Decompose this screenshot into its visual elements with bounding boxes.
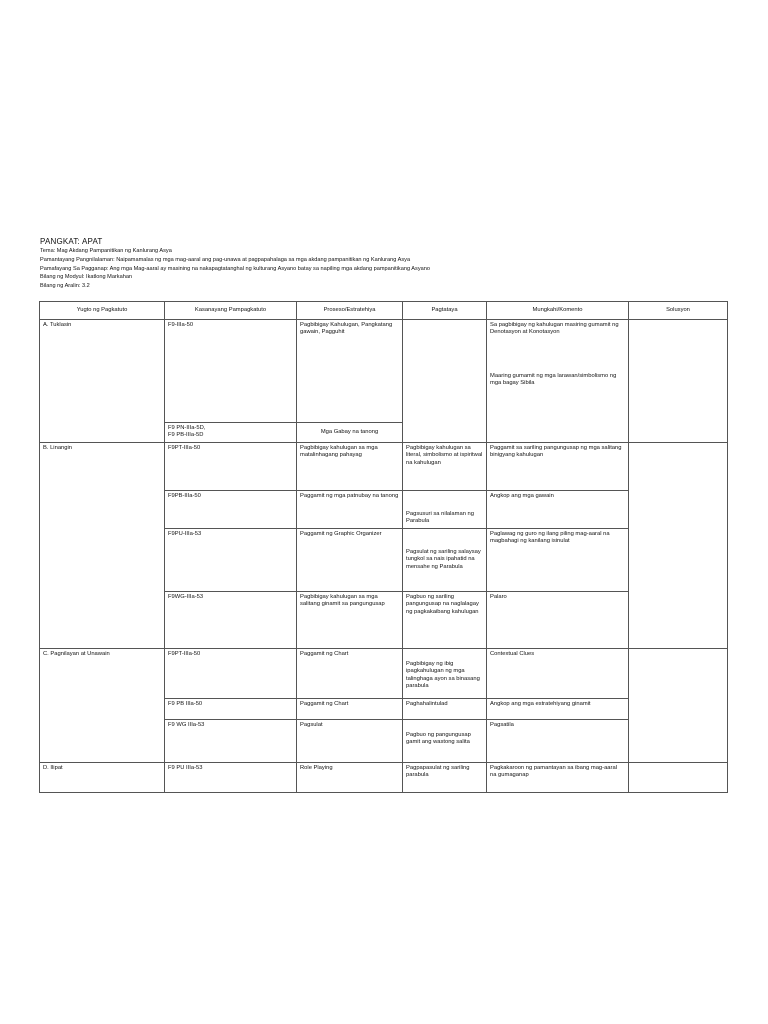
skill-cell: F9WG-IIIa-53	[165, 591, 297, 648]
solusyon-cell	[629, 648, 728, 762]
pagtataya-cell: Pagsulat ng sariling salaysay tungkol sa nais ipahatid na mensahe ng Parabula	[403, 528, 487, 591]
lesson-number-line: Bilang ng Aralin: 3.2	[40, 283, 90, 290]
pagtataya-cell: Pagbibigay kahulugan sa literal, simbolismo at ispiritwal na kahulugan	[403, 443, 487, 491]
col-header-mungkahi: Mungkahi/Komento	[487, 302, 629, 320]
stage-cell: B. Linangin	[40, 443, 165, 649]
skill-cell: F9 WG IIIa-53	[165, 719, 297, 762]
mungkahi-cell: Angkop ang mga gawain	[487, 491, 629, 529]
theme-line: Tema: Mag Akdang Pampanitikan ng Kanlurang Asya	[40, 248, 172, 254]
col-header-yugto: Yugto ng Pagkatuto	[40, 302, 165, 320]
mungkahi-cell: Contextual Clues	[487, 648, 629, 698]
mungkahi-cell: Paglawag ng guro ng ilang piling mag-aaral na magbahagi ng kanilang isinulat	[487, 528, 629, 591]
content-standard-line: Pamantayang Pangnilalaman: Naipamamalas ng mga mag-aaral ang pag-unawa at pagpapahalaga sa mga akdang pampanitikan ng Kanlurang Asya	[40, 256, 411, 263]
mungkahi-text: Maaring gumamit ng mga larawan/simbolismo ng mga bagay Sibila	[490, 372, 617, 387]
skill-cell	[165, 423, 297, 443]
skill-cell: F9PB-IIIa-50	[165, 491, 297, 529]
skill-cell: F9PT-IIIa-50	[165, 443, 297, 491]
mungkahi-cell: Pagkakaroon ng pamantayan sa ibang mag-aaral na gumaganap	[487, 762, 629, 792]
process-cell: Pagsulat	[297, 719, 403, 762]
stage-cell: C. Pagnilayan at Unawain	[40, 648, 165, 762]
document-header	[40, 237, 730, 291]
process-cell: Pagbibigay Kahulugan, Pangkatang gawain, Pagguhit	[297, 320, 403, 423]
table-row	[40, 443, 728, 491]
solusyon-cell	[629, 443, 728, 649]
process-cell: Pagbibigay kahulugan sa mga salitang ginamit sa pangungusap	[297, 591, 403, 648]
mungkahi-cell: Palaro	[487, 591, 629, 648]
skill-code: F9 PB-IIIa-5D	[168, 432, 204, 439]
table-row	[40, 320, 728, 423]
process-cell: Paggamit ng mga patnubay na tanong	[297, 491, 403, 529]
col-header-proseso: Proseso/Estratehiya	[297, 302, 403, 320]
pagtataya-cell: Pagbuo ng pangungusap gamit ang wastong salita	[403, 719, 487, 762]
performance-standard-line: Pamafayang Sa Pagganap: Ang mga Mag-aaral ay masining na nakapagtatanghal ng kulturang Asyano batay sa napiling mga akdang pampanitikang Asyano	[40, 265, 430, 272]
process-cell: Mga Gabay na tanong	[297, 423, 403, 443]
pagtataya-cell: Pagbuo ng sariling pangungusap na naglalagay ng pagkakaibang kahulugan	[403, 591, 487, 648]
skill-code: F9 PN-IIIa-5D,	[168, 425, 206, 431]
group-title: PANGKAT: APAT	[40, 237, 103, 246]
skill-cell: F9-IIIa-50	[165, 320, 297, 423]
stage-cell: A. Tuklasin	[40, 320, 165, 443]
skill-cell: F9PT-IIIa-50	[165, 648, 297, 698]
process-cell: Paggamit ng Chart	[297, 648, 403, 698]
pagtataya-cell	[403, 320, 487, 443]
pagtataya-cell: Paghahalintulad	[403, 698, 487, 719]
solusyon-cell	[629, 762, 728, 792]
col-header-kasanayan: Kasanayang Pampagkatuto	[165, 302, 297, 320]
mungkahi-cell	[487, 320, 629, 443]
pagtataya-cell: Pagpapasulat ng sariling parabula	[403, 762, 487, 792]
table-row	[40, 648, 728, 698]
skill-cell: F9PU-IIIa-53	[165, 528, 297, 591]
table-header-row	[40, 302, 728, 320]
skill-cell: F9 PU IIIa-53	[165, 762, 297, 792]
process-cell: Role Playing	[297, 762, 403, 792]
process-cell: Pagbibigay kahulugan sa mga matalinhagang pahayag	[297, 443, 403, 491]
solusyon-cell	[629, 320, 728, 443]
process-cell: Paggamit ng Graphic Organizer	[297, 528, 403, 591]
pagtataya-cell: Pagsusuri sa nilalaman ng Parabula	[403, 491, 487, 529]
stage-cell: D. Ilipat	[40, 762, 165, 792]
mungkahi-cell: Paggamit sa sariling pangungusap ng mga salitang binigyang kahulugan	[487, 443, 629, 491]
col-header-pagtataya: Pagtataya	[403, 302, 487, 320]
process-cell: Paggamit ng Chart	[297, 698, 403, 719]
lesson-plan-table	[39, 301, 728, 793]
mungkahi-cell: Pagsatila	[487, 719, 629, 762]
module-number-line: Bilang ng Modyul: Ikatlong Markahan	[40, 274, 133, 281]
table-row	[40, 762, 728, 792]
mungkahi-text: Sa pagbibigay ng kahulugan masiring gumamit ng Denotasyon at Konotasyon	[490, 322, 619, 336]
mungkahi-cell: Angkop ang mga estratehiyang ginamit	[487, 698, 629, 719]
pagtataya-cell: Pagbibigay ng ibig ipagkahulugan ng mga talinghaga ayon sa binasang parabula	[403, 648, 487, 698]
col-header-solusyon: Solusyon	[629, 302, 728, 320]
skill-cell: F9 PB IIIa-50	[165, 698, 297, 719]
